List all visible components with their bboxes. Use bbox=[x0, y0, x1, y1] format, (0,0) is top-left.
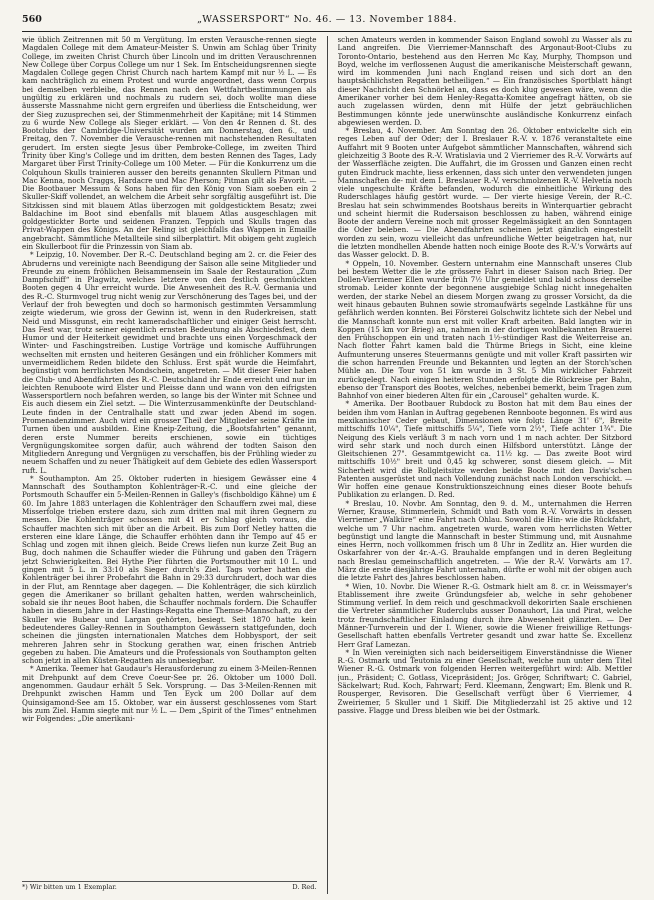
page-number: 560 bbox=[22, 14, 42, 25]
article-breslau-2: * Breslau, 10. Novbr. Am Sonntag, den 9. d. M., unternahmen die Herren Werner, Krause, Stimmerlein, Schmidt und Bath vom R.-V. Vorwärts in dessen Vierriemer „Walküre“ eine Fahrt nach Ohlau. Sowohl die Hin- wie die Rückfahrt, welche um 7 Uhr nachm. angetreten wurde, waren vom herrlichsten Wetter begünstigt und langte die Mannschaft in bester Stimmung und, mit Ausnahme eines Herrn, noch vollkommen frisch um 8 Uhr in Zedlitz an. Hier wurden die Oskarfahrer von der 4r.-A.-G. Brauhalde empfangen und in deren Begleitung nach Breslau gemeinschaftlich angetreten. — Wie der R.-V. Vorwärts am 17. März die erste diesjährige Fahrt unternahm, dürfte er wohl mit der obigen auch die letzte Fahrt des Jahres beschlossen haben. bbox=[337, 498, 632, 583]
article-breslau-1: * Breslau, 4. November. Am Sonntag den 26. Oktober entwickelte sich ein reges Leben auf der Oder; der I. Breslauer R.-V. v. 1876 veranstaltete eine Auffahrt mit 9 Booten unter Aufgebot sämmtlicher Mannschaften, während sich gleichzeitig 3 Boote des R.-V. Wratislavia und 2 Vierriemer des R.-V. Vorwärts auf der Wasserfläche zeigten. Die Auffahrt, die im Grossen und Ganzen einen recht guten Eindruck machte, liess erkennen, dass sich unter den verwendeten jungen Mannschaften de- mit dem I. Breslauer R.-V. verschmolzenen R.-V. Helvetia noch viele ungeschulte Kräfte befanden, wodurch die einheitliche Wirkung des Ruderschlages häufig gestört wurde. — Der vierte hiesige Verein, der R.-C. Breslau hat sein schwimmendes Bootshaus bereits in Winterquartier gebracht und scheint hiermit die Rudersaison beschlossen zu haben, während einige Boote der andern Vereine noch mit grosser Regelmässigkeit an den Sonntagen die Oder beleben. — Die Abendfahrten scheinen jetzt gänzlich eingestellt worden zu sein, wozu vielleicht das unfreundliche Wetter beigetragen hat, nur die letzten mondhellen Abende hatten noch einige Boote des R.-V.'s Vorwärts auf das Wasser gelockt. D. B. bbox=[337, 126, 632, 260]
article-wien-2: * In Wien vereinigten sich nach beiderseitigem Einverständnisse die Wiener R.-G. Ostmark und Teutonia zu einer Gesellschaft, welche nun unter dem Titel Wiener R.-G. Ostmark von folgenden Herren weitergeführt wird: Alb. Mettler jun., Präsident; C. Gotlass, Vicepräsident; Jos. Gröger, Schriftwart; C. Gabriel, Säckelwart; Rud. Koch, Fahrwart; Ferd. Kleemann, Zengwart; Em. Blenk und R. Rousperger, Revisoren. Die Gesellschaft verfügt über 6 Vierriemer, 4 Zweiriemer, 5 Skuller und 1 Skiff. Die Mitgliederzahl ist 25 aktive und 12 passive. Flagge und Dress bleiben wie bei der Ostmark. bbox=[337, 647, 632, 715]
masthead: „WASSERSPORT“ No. 46. — 13. November 1884. bbox=[197, 14, 457, 25]
article-paragraph: wie üblich Zeitrennen mit 50 m Vergütung. Im ersten Verausche-rennen siegte Magdalen College mit dem Amateur-Meister S. Unwin am Schlag über Trinity College, im zweiten Christ Church über Lincoln und im dritten Verauschrennen New College über Corpus College um nur 1 Sek. Im Entscheidungsrennen siegte Magdalen College gegen Christ Church nach hartem Kampf mit nur ½ L. — Es kam nachträglich zu einem Protest und wurde angeordnet, dass wenn Corpus bei demselben verbleibe, das Rennen nach den Wettfahrtbestimmungen als ungültig zu erklären und nochmals zu rudern sei, doch wollte man diese äusserste Massnahme nicht gern ergreifen und überliess die Entscheidung, wer der Sieg zuzusprechen sei, der Stimmenmehrheit der Kapitäne; mit 14 Stimmen zu 6 wurde New College als Sieger erklärt. — Von den 4r Rennen d. St. des Bootclubs der Cambridge-Universität wurden am Donnerstag, den 6., und Freitag, den 7. November die Verausche-rennen mit nachstehenden Resultaten gerudert. Im ersten siegte Jesus über Pembroke-College, im zweiten Third Trinity über King's College und im dritten, dem besten Rennen des Tages, Lady Margaret über First Trinity-College um 100 Meter. — Für die Konkurrenz um die Colquhoun Skulls trainieren ausser den bereits genannten Skullern Pitman und Mac Kenna, noch Craggs, Hardacre und Mac Pherson; Pitman gilt als Favorit. — Die Bootbauer Messum & Sons haben für den König von Siam soeben ein 2 Skuller-Skiff vollendet, an welchem die Arbeit sehr sorgfältig ausgeführt ist. Die Sitzkissen sind mit blauem Atlas überzogen mit goldgesticktem Besatz; zwei Baldachine im Boot sind ebenfalls mit blauem Atlas ausgeschlagen mit goldgestickter Borte und seidenen Franzen. Teppich und Skulls tragen das Privat-Wappen des Königs. An der Reling ist gleichfalls das Wappen in Emaille angebracht. Sämmtliche Metallteile sind silberplattirt. Mit obigem geht zugleich ein Skullerboot für die Prinzessin von Siam ab. bbox=[22, 36, 317, 252]
article-paragraph: schen Amateurs werden in kommender Saison England sowohl zu Wasser als zu Land angreifen. Die Vierriemer-Mannschaft des Argonaut-Boot-Clubs zu Toronto-Ontario, bestehend aus den Herren Mc Kay, Murphy, Thompson und Boyd, welche im verflossenen August die amerikanische Meisterschaft gewann, wird im kommenden Juni nach England reisen und sich dort an den hauptsächlichsten Regatten betheiligen.“ — Ein französisches Sportblatt hängt dieser Nachricht den Schnörkel an, dass es doch klug gewesen wäre, wenn die Amerikaner vorher bei dem Henley-Regatta-Komitee angefragt hätten, ob sie auch zugelassen würden, denn mit Hülfe der jetzt gebräuchlichen Bestimmungen könnte jede unerwünschte ausländische Konkurrenz einfach abgewiesen werden. D. bbox=[337, 36, 632, 127]
page-header bbox=[22, 14, 632, 32]
article-oppeln: * Oppeln, 10. November. Gestern unternahm eine Mannschaft unseres Club bei bestem Wetter die le zte grössere Fahrt in dieser Saison nach Brieg. Der Dollen-Vierriemer Ellen wurde früh 7½ Uhr gemeldet und bald schoss derselbe stromab. Leider konnte der begonnene ausgiebige Schlag nicht innegehalten werden, der starke Nebel an diesem Morgen zwang zu grosser Vorsicht, da die weit hinaus gebauten Buhnen sowie stromaufwärts segelnde Lastkähne für uns gefährlich werden konnten. Bei Försterei Golschwitz lichtete sich der Nebel und die Mannschaft konnte nun erst mit voller Kraft arbeiten. Bald langten wir in Koppen (15 km vor Brieg) an, nahmen in der dortigen wohlbekannten Brauerei den Frühschoppen ein und traten nach 1½-stündiger Rast die Weiterreise an. Nach flotter Fahrt kamen bald die Thürme Briegs in Sicht, eine kleine Aufmunterung unseres Steuermanns genügte und mit voller Kraft passirten wir die schon harrenden Freunde und Bekannten und legten an der Storch'schen Mühle an. Die Tour von 51 km wurde in 3 St. 5 Min wirklicher Fahrzeit zurückgelegt. Nach einigen heiteren Stunden erfolgte die Rückreise per Bahn, ebenso der Transport des Bootes, welches, nebenbei bemerkt, beim Tragen zum Bahnhof von einer biederen Alten für ein „Carousel“ gehalten wurde. K. bbox=[337, 258, 632, 401]
footnote bbox=[22, 881, 317, 892]
article-leipzig: * Leipzig, 10. November. Der R.-C. Deutschland beging am 2. cr. die Feier des Abruderns und vereinigte nach Beendigung der Saison alle seine Mitglieder und Freunde zu einem fröhlichen Beisammensein im Saale der Restauration „Zum Dampfschiff“ in Plagwitz, welches letztere von den festlich geschmückten Booten gegen 4 Uhr erreicht wurde. Die Anwesenheit des R.-V. Germania und des R.-C. Sturmvogel trug nicht wenig zur Verschönerung des Tages bei, und der Verlauf der froh bewegten und doch so harmonisch gestimmten Versammlung zeigte wiederum, wie gross der Gewinn ist, wenn in den Ruderkreisen, statt Neid und Missgunst, ein recht kameradschaftlicher und einiger Geist herrscht. Das Fest war, trotz seiner eigentlich ernsten Bedeutung als Abschiedsfest, dem Humor und der Heiterkeit gewidmet und brachte uns einen Vorgeschmack der Winter- und Faschingstreiben. Lustige Vorträge und komische Aufführungen wechselten mit ernsten und heiteren Gesängen und ein fröhlicher Kommers mit unvermeidlichem Reden bildete den Schluss. Erst spät wurde die Heimfahrt, begünstigt vom herrlichsten Mondschein, angetreten. — Mit dieser Feier haben die Club- und Abendfahrten des R.-C. Deutschland ihr Ende erreicht und nur im leichten Renuboote wird Elster und Pleisse dann und wann von den eifrigsten Wassersportlern noch befahren werden, so lange bis der Winter mit Schnee und Eis auch diesem ein Ziel setzt. — Die Winterzusammenkünfte der Deutschland-Leute finden in der Centralhalle statt und zwar jeden Abend im sogen. Promenadenzimmer. Auch wird ein grosser Theil der Mitglieder seine Kräfte im Turnen üben und ausbilden. Eine Kneip-Zeitung, die „Bootsfahrten“ genannt, deren erste Nummer bereits erschienen, sowie ein tüchtiges Vergnügungskomitee sorgen dafür, auch während der todten Saison den Mitgliedern Anregung und Vergnügen zu verschaffen, bis der Frühling wieder zu neuem Schaffen und zu neuer Thätigkeit auf dem Gebiete des edlen Wassersport ruft. L. bbox=[22, 250, 317, 475]
right-column bbox=[338, 36, 633, 894]
article-amerika: * Amerika. Teemer hat Gaudaur's Herausforderung zu einem 3-Meilen-Rennen mit Drehpunkt auf dem Creve Coeur-See pr. 26. Oktober um 1000 Doll. angenommen. Gaudaur erhält 5 Sek. Vorsprung. — Das 3-Meilen-Rennen mit Drehpunkt zwischen Hamm und Ten Eyck um 200 Dollar auf dem Quinsigamond-See am 15. Oktober, war ein äusserst geschlossenes vom Start bis zum Ziel. Hamm siegte mit nur ½ L. — Dem „Spirit of the Times“ entnehmen wir Folgendes: „Die amerikani- bbox=[22, 664, 317, 724]
footnote-signature: D. Red. bbox=[292, 883, 317, 892]
left-column bbox=[22, 36, 317, 894]
column-divider bbox=[327, 36, 328, 894]
article-amerika-2: * Amerika. Der Bootbauer Rubdock zu Boston hat mit dem Bau eines der beiden ihm vom Hanlan in Auftrag gegebenen Rennboote begonnen. Es wird aus mexikanischer Ceder gebaut, Dimensionen wie folgt: Länge 31' 6", Breite mittschiffs 10¼", Tiefe mittschiffs 5¼", Tiefe vorn 2½", Tiefe achter 1¾". Die Neigung des Kiels verläuft 3 m nach vorn und 1 m nach achter. Der Sitzbord wird sehr stark und noch durch einen Hilfsbord unterstützt. Länge der Gleitschienen 27". Gesammtgewicht ca. 11½ kg. — Das zweite Boot wird mittschiffs 10½" breit und 0,45 kg schwerer, sonst diesem gleich. — Mit Sicherheit wird die Rollgleitsitze werden beide Boote mit den Davis'schen Patenten ausgerüstet und nach Vollendung zunächst nach London verschickt. — Wir hoffen eine genaue Konstruktionszeichnung eines dieser Boote behufs Publikation zu erlangen. D. Red. bbox=[337, 399, 632, 500]
article-southampton: * Southampton. Am 25. Oktober ruderten in hiesigem Gewässer eine 4 Mannschaft des Southampton Kohlenträger-R.-C. und eine gleiche der Portsmouth Schauffer ein 5-Meilen-Rennen in Galley's (fischboldigo Kähne) um £ 60. Im Jahre 1883 unterlagen die Kohlenträger den Schauffern zwei mal, diese Misserfolge trieben erstere dazu, sich zum dritten mal mit ihren Gegnern zu messen. Die Kohlenträger schossen mit 41 er Schlag gleich voraus, die Schauffer machten sich mit über an die Arbeit. Bis zum Dorf Netley hatten die ersteren eine klare Länge, die Schauffer erhöhten dann ihr Tempo auf 45 er Schlag und zogen mit ihnen gleich. Beide Crews liefen nun kurze Zeit Bug an Bug, doch nahmen die Schauffer wieder die Führung und gaben den Trägern jetzt Schwierigkeiten. Bei Hythe Pier führten die Portsmouther mit 10 L. und gingen mit 5 L. in 33:10 als Sieger durch's Ziel. Tags vorher hatten die Kohlenträger bei ihrer Probefahrt die Bahn in 29:33 durchrudert, doch war dies in der Flut, am Renntage aber dagegen. — Die Kohlenträger, die sich kürzlich gegen die Amerikaner so brillant gehalten hatten, werden wahrscheinlich, sobald sie ihr neues Boot haben, die Schauffer nochmals fordern. Die Schauffer haben in diesem Jahre in der Hastings-Regatta eine Themse-Mannschaft, zu der Skuller wie Bubear und Largan gehörten, besiegt. Seit 1870 hatte kein bedeutenderes Galley-Rennen in Southampton Gewässern stattgefunden, doch scheinen die jüngsten internationalen Matches dem Hobbysport, der seit mehreren Jahren sehr in Stockung gerathen war, einen frischen Antrieb gegeben zu haben. Die Amateurs und die Professionals von Southampton gelten schon jetzt in allen Küsten-Regatten als unbesiegbar. bbox=[22, 473, 317, 666]
article-wien-1: * Wien, 10. Novbr. Die Wiener R.-G. Ostmark hielt am 8. cr. in Weissmayer's Etablissement ihre zweite Gründungsfeier ab, welche in sehr gehobener Stimmung verlief. In dem reich und geschmackvoll dekorirten Saale erschienen die Vertreter sämmtlicher Ruderclubs ausser Donauhort, Lia und Pirat, welche trotz freundschaftlicher Einladung durch ihre Abwesenheit glänzten. — Der Männer-Turnverein und der I. Wiener, sowie die Wiener freiwillige Rettungs-Gesellschaft hatten ebenfalls Vertreter gesandt und zwar hatte Se. Excellenz Herr Graf Lamezan. bbox=[337, 581, 632, 649]
footnote-text: *) Wir bitten um 1 Exemplar. bbox=[22, 883, 117, 892]
text-columns bbox=[22, 36, 632, 894]
